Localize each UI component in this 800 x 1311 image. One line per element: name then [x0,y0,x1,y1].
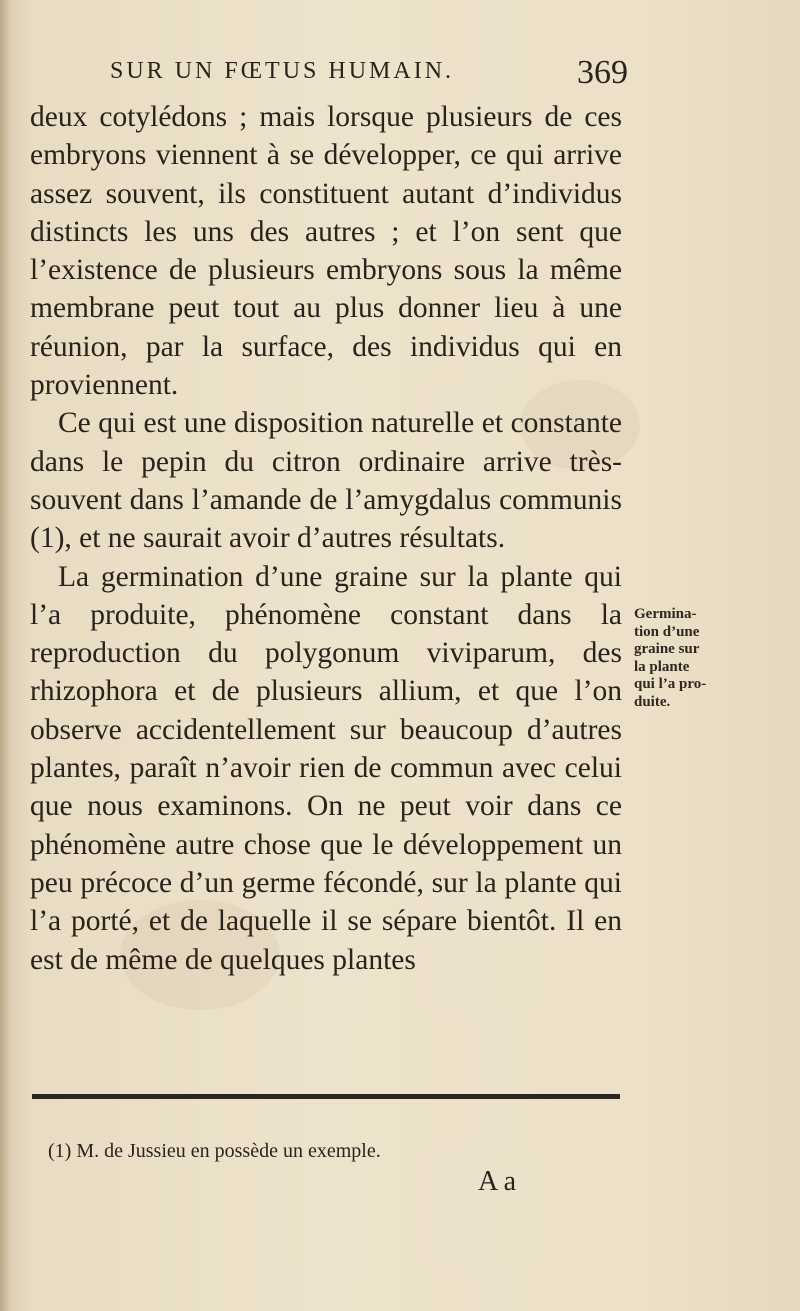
page-number: 369 [577,54,628,91]
paragraph: La germination d’une graine sur la plante qui l’a produite, phénomène constant dans la reproduction du polygonum viviparum, des rhizophora et de plusieurs allium, et que l’on observe accidentellement sur beaucoup d’autres plantes, paraît n’avoir rien de commun avec celui que nous examinons. On ne peut voir dans ce phénomène autre chose que le développement un peu précoce d’un germe fécondé, sur la plante qui l’a porté, et de laquelle il se sépare bientôt. Il en est de même de quelques plantes [30,560,622,976]
margin-note-line: tion d’une [634,623,700,640]
running-title: SUR UN FŒTUS HUMAIN. [110,58,455,84]
margin-note-line: qui l’a pro- [634,676,707,692]
signature-mark: A a [478,1166,517,1197]
page-spine [0,0,10,1311]
footnote-rule [32,1094,620,1099]
margin-note-line: duite. [634,693,671,710]
margin-note-line: Germina- [634,606,697,622]
page-header [30,54,630,94]
paragraph: deux cotylédons ; mais lorsque plusieurs de ces embryons viennent à se développer, ce qui arrive assez souvent, ils constituent autant d’individus distincts les uns des autres ; et l’on sent que l’existence de plusieurs embryons sous la même membrane peut tout au plus donner lieu à une réunion, par la surface, des individus qui en proviennent. [30,101,622,402]
margin-note-line: graine sur [634,641,700,657]
margin-note [634,606,744,711]
margin-note-line: la plante [634,658,690,675]
footnote: (1) M. de Jussieu en possède un exemple. [48,1140,381,1162]
paragraph: Ce qui est une disposition naturelle et constante dans le pepin du citron ordinaire arrive très-souvent dans l’amande de l’amygdalus communis (1), et ne saurait avoir d’autres résultats. [30,407,622,555]
body-text [30,98,622,979]
